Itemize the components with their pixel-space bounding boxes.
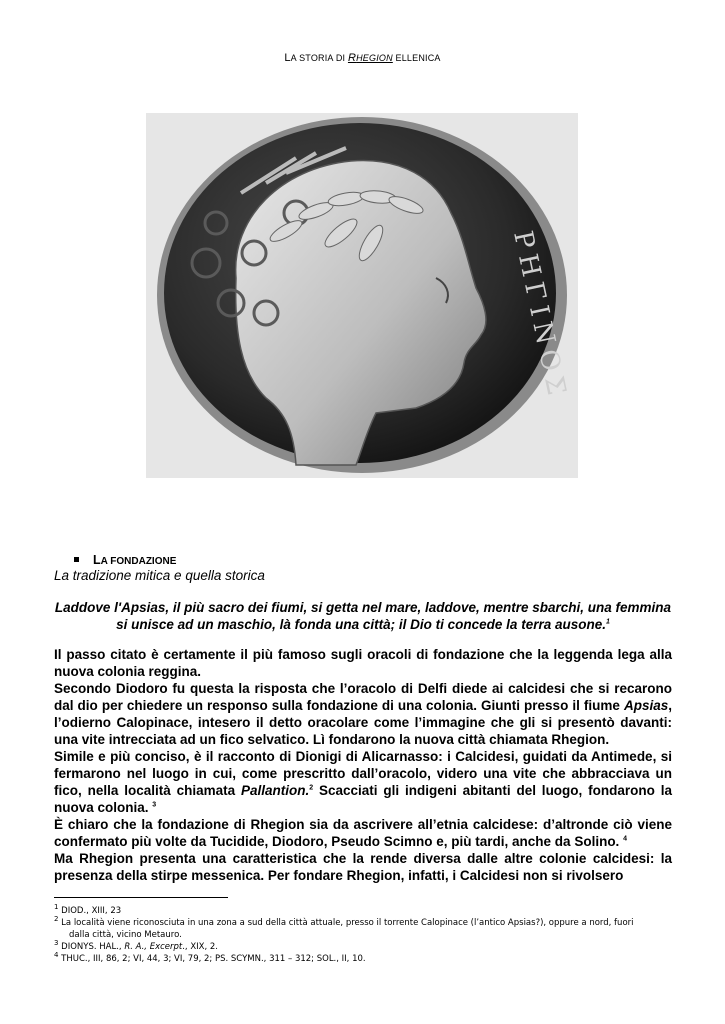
header-cap-2: R [347,52,357,64]
emphasis-apsias: Apsias [623,698,669,713]
coin-image [146,113,578,478]
header-text-3: ELLENICA [392,53,441,63]
quote-line-1: Laddove l'Apsias, il più sacro dei fiumi, si getta nel mare, laddove, mentre sbarchi, una femmina [54,600,672,615]
paragraph-3: Simile e più conciso, è il racconto di Dionigi di Alicarnasso: i Calcidesi, guidati da Antimede, si fermarono nel luogo in cui, come prescritto dall’oracolo, videro una vite che abbracciava un fico, nella località chiamata Pallantion.$^2$ Scacciati gli indigeni abitanti del luogo, fondarono la nuova colonia. $^3$ [54,749,672,815]
coin-inscription: PHΓINOΣ [507,228,573,404]
footnote-separator [54,897,228,898]
header-cap-1: L [284,52,291,64]
footnote-ref-3[interactable]: 3 [152,801,157,809]
running-header [0,52,725,64]
section-title: A FONDAZIONE [100,556,177,567]
coin-photo [146,113,578,478]
paragraph-2: Secondo Diodoro fu questa la risposta che l’oracolo di Delfi diede ai calcidesi che si recarono dal dio per chiedere un responso sulla fondazione di una colonia. Giunti presso il fiume Apsias, l’odierno Calopinace, intesero il detto oracolare come l’immagine che gli si presentò davanti: una vite intrecciata ad un fico selvatico. Lì fondarono la nuova città chiamata Rhegion. [54,681,672,747]
footnote-2: $^2$ La località viene riconosciuta in una zona a sud della città attuale, presso il torrente Calopinace (l’antico Apsias?), oppure a nord, fuori [54,915,634,928]
footnotes [54,905,672,965]
bullet-icon [74,557,79,562]
oracle-quote [54,599,672,633]
header-text-2: HEGION [356,53,393,63]
footnote-ref-4[interactable]: 4 [623,835,627,843]
quote-line-2: si unisce ad un maschio, là fonda una città; il Dio ti concede la terra ausone. [116,617,606,632]
footnote-ref-2[interactable]: 2 [309,784,314,792]
emphasis-pallantion: Pallantion. [240,783,310,798]
footnote-3: $^3$ DIONYS. HAL., R. A., Excerpt., XIX, 2. [54,939,219,952]
section-heading [74,553,176,567]
paragraph-5: Ma Rhegion presenta una caratteristica che la rende diversa dalle altre colonie calcidesi: la presenza della stirpe messenica. Per fondare Rhegion, infatti, i Calcidesi non si rivolsero [54,851,672,883]
paragraph-1: Il passo citato è certamente il più famoso sugli oracoli di fondazione che la leggenda lega alla nuova colonia reggina. [54,647,672,679]
header-text-1: A STORIA DI [290,53,348,63]
section-subtitle: La tradizione mitica e quella storica [54,568,265,583]
paragraph-4: È chiaro che la fondazione di Rhegion sia da ascrivere all’etnia calcidese: d’altronde ciò viene confermato più volte da Tucidide, Diodoro, Pseudo Scimno e, più tardi, anche da Solino. $^4$ [54,817,672,849]
footnote-2-cont: dalla città, vicino Metauro. [69,930,182,940]
footnote-ref-1[interactable]: 1 [605,618,610,626]
footnote-4: $^4$ THUC., III, 86, 2; VI, 44, 3; VI, 79, 2; PS. SCYMN., 311 – 312; SOL., II, 10. [54,951,366,964]
section-title-cap: L [93,553,101,567]
footnote-1: $^1$ DIOD., XIII, 23 [54,903,122,916]
body-text [54,646,672,884]
